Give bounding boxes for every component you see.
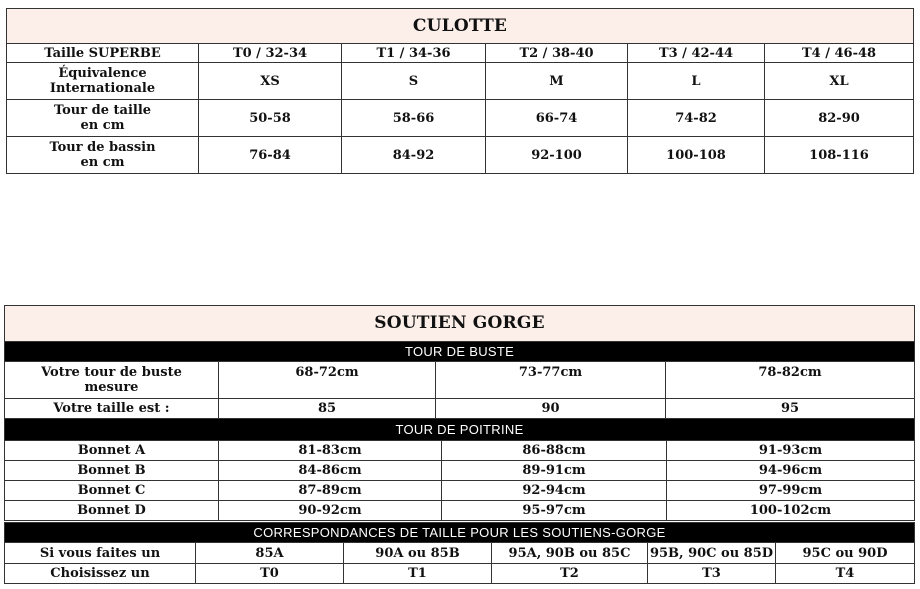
- tour-de-poitrine-band: TOUR DE POITRINE: [5, 419, 915, 441]
- tour-de-buste-band: TOUR DE BUSTE: [5, 342, 915, 362]
- culotte-size-t2: T2 / 38-40: [486, 44, 628, 63]
- table-cell: 92-94cm: [442, 481, 667, 501]
- culotte-row-label: [7, 100, 199, 137]
- bonnet-label: Bonnet B: [5, 461, 219, 481]
- table-cell: 89-91cm: [442, 461, 667, 481]
- bonnet-c-row: [5, 481, 915, 501]
- table-cell: 81-83cm: [219, 441, 442, 461]
- label-line: Votre tour de buste: [41, 365, 182, 380]
- culotte-size-t0: T0 / 32-34: [199, 44, 342, 63]
- table-cell: 90-92cm: [219, 501, 442, 521]
- table-cell: L: [628, 63, 765, 100]
- buste-taille-label: Votre taille est :: [5, 399, 219, 419]
- table-cell: 95C ou 90D: [776, 543, 915, 564]
- culotte-header-label: Taille SUPERBE: [7, 44, 199, 63]
- table-cell: 76-84: [199, 137, 342, 174]
- table-cell: 50-58: [199, 100, 342, 137]
- culotte-title: CULOTTE: [7, 9, 914, 44]
- soutien-buste-table: [4, 305, 915, 419]
- table-cell: 84-92: [342, 137, 486, 174]
- soutien-correspondances-table: [4, 522, 915, 584]
- table-cell: 97-99cm: [667, 481, 915, 501]
- table-cell: 68-72cm: [219, 362, 436, 399]
- bonnet-label: Bonnet A: [5, 441, 219, 461]
- table-cell: 100-102cm: [667, 501, 915, 521]
- table-cell: 82-90: [765, 100, 914, 137]
- buste-mesure-row: [5, 362, 915, 399]
- table-cell: 74-82: [628, 100, 765, 137]
- bonnet-b-row: [5, 461, 915, 481]
- choisissez-label: Choisissez un: [5, 564, 196, 584]
- label-line: mesure: [84, 380, 139, 395]
- choisissez-row: [5, 564, 915, 584]
- label-line: Tour de taille: [53, 103, 152, 118]
- bonnet-label: Bonnet C: [5, 481, 219, 501]
- culotte-table: [6, 8, 914, 174]
- table-cell: 85A: [196, 543, 344, 564]
- table-cell: 108-116: [765, 137, 914, 174]
- si-vous-faites-label: Si vous faites un: [5, 543, 196, 564]
- table-cell: 95A, 90B ou 85C: [492, 543, 648, 564]
- table-cell: T4: [776, 564, 915, 584]
- label-line: Internationale: [49, 81, 156, 96]
- table-cell: 95B, 90C ou 85D: [648, 543, 776, 564]
- table-cell: 92-100: [486, 137, 628, 174]
- table-cell: 100-108: [628, 137, 765, 174]
- table-cell: 95: [666, 399, 915, 419]
- label-line: en cm: [80, 155, 125, 170]
- table-cell: S: [342, 63, 486, 100]
- buste-mesure-label: [5, 362, 219, 399]
- table-cell: 66-74: [486, 100, 628, 137]
- table-cell: 91-93cm: [667, 441, 915, 461]
- table-cell: 94-96cm: [667, 461, 915, 481]
- culotte-tour-de-taille-row: [7, 100, 914, 137]
- table-cell: T1: [344, 564, 492, 584]
- table-cell: XL: [765, 63, 914, 100]
- table-cell: 90: [436, 399, 666, 419]
- table-cell: T2: [492, 564, 648, 584]
- table-cell: M: [486, 63, 628, 100]
- si-vous-faites-row: [5, 543, 915, 564]
- soutien-title: SOUTIEN GORGE: [5, 306, 915, 342]
- bonnet-d-row: [5, 501, 915, 521]
- table-cell: 73-77cm: [436, 362, 666, 399]
- table-cell: 85: [219, 399, 436, 419]
- table-cell: T3: [648, 564, 776, 584]
- culotte-size-t4: T4 / 46-48: [765, 44, 914, 63]
- culotte-row-label: [7, 63, 199, 100]
- bonnet-a-row: [5, 441, 915, 461]
- label-line: Tour de bassin: [49, 140, 156, 155]
- table-cell: 87-89cm: [219, 481, 442, 501]
- table-cell: 78-82cm: [666, 362, 915, 399]
- culotte-tour-de-bassin-row: [7, 137, 914, 174]
- bonnet-label: Bonnet D: [5, 501, 219, 521]
- label-line: Équivalence: [58, 66, 147, 81]
- correspondances-band: CORRESPONDANCES DE TAILLE POUR LES SOUTIENS-GORGE: [5, 523, 915, 543]
- culotte-size-t1: T1 / 34-36: [342, 44, 486, 63]
- table-cell: 86-88cm: [442, 441, 667, 461]
- table-cell: 90A ou 85B: [344, 543, 492, 564]
- culotte-size-t3: T3 / 42-44: [628, 44, 765, 63]
- table-cell: T0: [196, 564, 344, 584]
- label-line: en cm: [80, 118, 125, 133]
- soutien-poitrine-table: [4, 418, 915, 521]
- culotte-equivalence-row: [7, 63, 914, 100]
- table-cell: XS: [199, 63, 342, 100]
- table-cell: 58-66: [342, 100, 486, 137]
- culotte-size-header-row: [7, 44, 914, 63]
- table-cell: 95-97cm: [442, 501, 667, 521]
- buste-taille-row: [5, 399, 915, 419]
- table-cell: 84-86cm: [219, 461, 442, 481]
- culotte-row-label: [7, 137, 199, 174]
